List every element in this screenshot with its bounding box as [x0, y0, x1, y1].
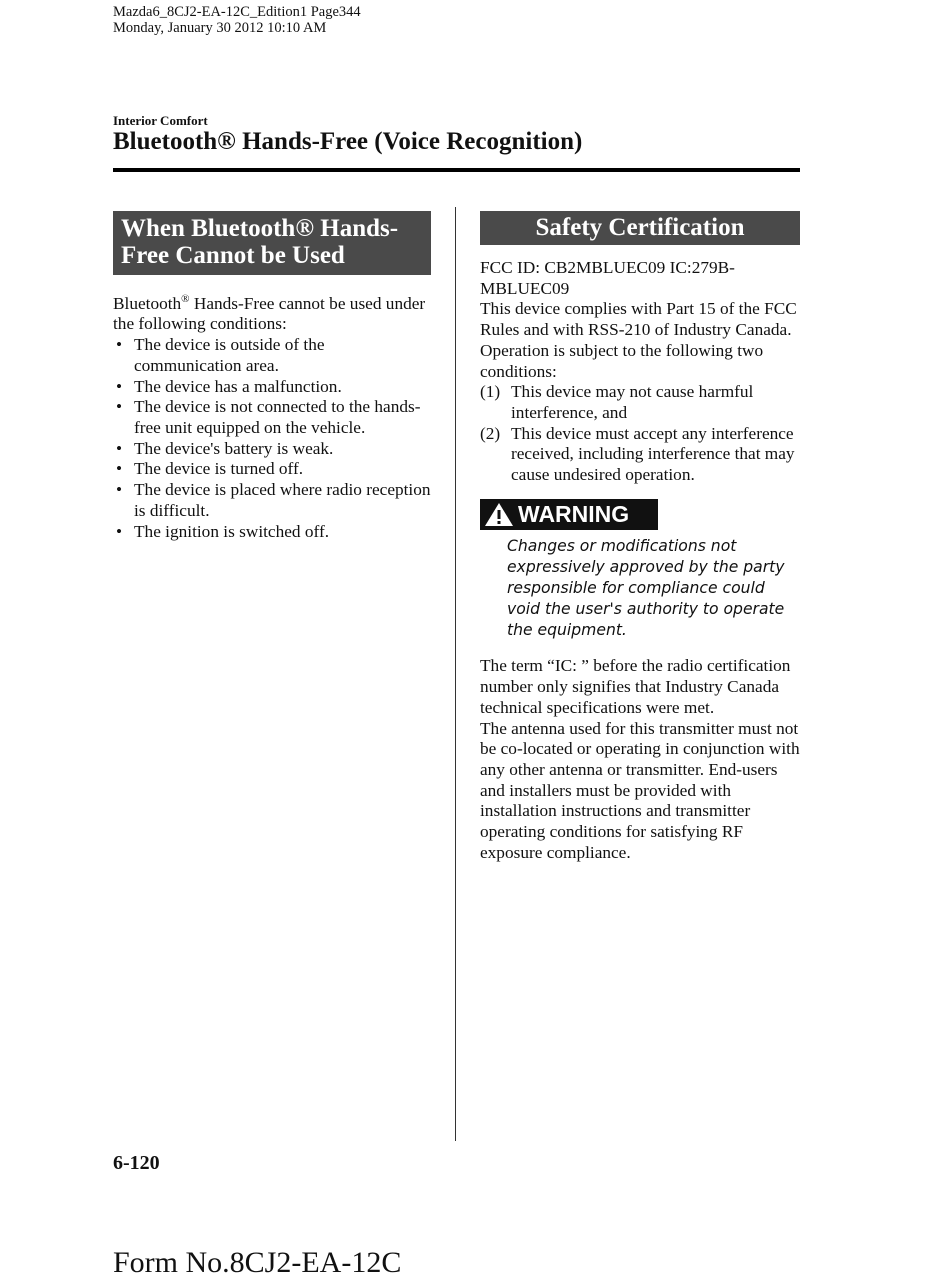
right-section-heading: Safety Certification [480, 211, 800, 245]
left-intro-paragraph [113, 289, 433, 335]
list-item: • The device has a malfunction. [113, 377, 433, 398]
list-item: • The device is outside of the communication area. [113, 335, 433, 376]
condition-number: (1) [480, 382, 501, 402]
left-section-heading: When Bluetooth® Hands-Free Cannot be Used [113, 211, 431, 275]
list-item: • The device is turned off. [113, 459, 433, 480]
condition-number: (2) [480, 423, 501, 443]
warning-label: WARNING [518, 500, 630, 527]
warning-text: Changes or modifications not expressively approved by the party responsible for compliance could void the user's authority to operate the equipment. [507, 537, 785, 639]
section-label: Interior Comfort [113, 113, 208, 128]
condition-text: This device must accept any interference received, including interference that may cause undesired operation. [511, 423, 795, 485]
column-divider [455, 207, 456, 1141]
metadata-edition: Mazda6_8CJ2-EA-12C_Edition1 Page344 [113, 4, 361, 20]
condition-item [480, 382, 800, 423]
fcc-id: FCC ID: CB2MBLUEC09 IC:279B-MBLUEC09 [480, 258, 735, 298]
intro-brand: Bluetooth [113, 293, 182, 313]
warning-triangle-icon [484, 502, 514, 527]
list-item: • The ignition is switched off. [113, 522, 433, 543]
title-rule [113, 168, 800, 172]
conditions-list [113, 335, 433, 542]
left-column [113, 211, 433, 542]
page-title: Bluetooth® Hands-Free (Voice Recognition) [113, 128, 583, 155]
list-item: • The device's battery is weak. [113, 439, 433, 460]
list-item: • The device is placed where radio reception is difficult. [113, 480, 433, 521]
right-column [480, 211, 800, 863]
list-item: • The device is not connected to the hands-free unit equipped on the vehicle. [113, 397, 433, 438]
compliance-conditions [480, 382, 800, 486]
print-metadata [113, 4, 361, 36]
compliance-paragraph: This device complies with Part 15 of the FCC Rules and with RSS-210 of Industry Canada. Operation is subject to the following two conditions: [480, 299, 797, 381]
metadata-timestamp: Monday, January 30 2012 10:10 AM [113, 20, 327, 36]
intro-rest: Hands-Free cannot be used under the following conditions: [113, 293, 426, 334]
page-number: 6-120 [113, 1152, 160, 1174]
ic-note: The term “IC: ” before the radio certification number only signifies that Industry Canada technical specifications were met. [480, 656, 791, 717]
condition-item [480, 424, 800, 486]
registered-mark: ® [181, 293, 190, 305]
condition-text: This device may not cause harmful interference, and [511, 382, 754, 422]
antenna-note: The antenna used for this transmitter must not be co-located or operating in conjunction with any other antenna or transmitter. End-users and installers must be provided with installation instructions and transmitter operating conditions for satisfying RF exposure compliance. [480, 718, 800, 862]
form-number: Form No.8CJ2-EA-12C [113, 1246, 402, 1279]
warning-badge [480, 499, 658, 530]
